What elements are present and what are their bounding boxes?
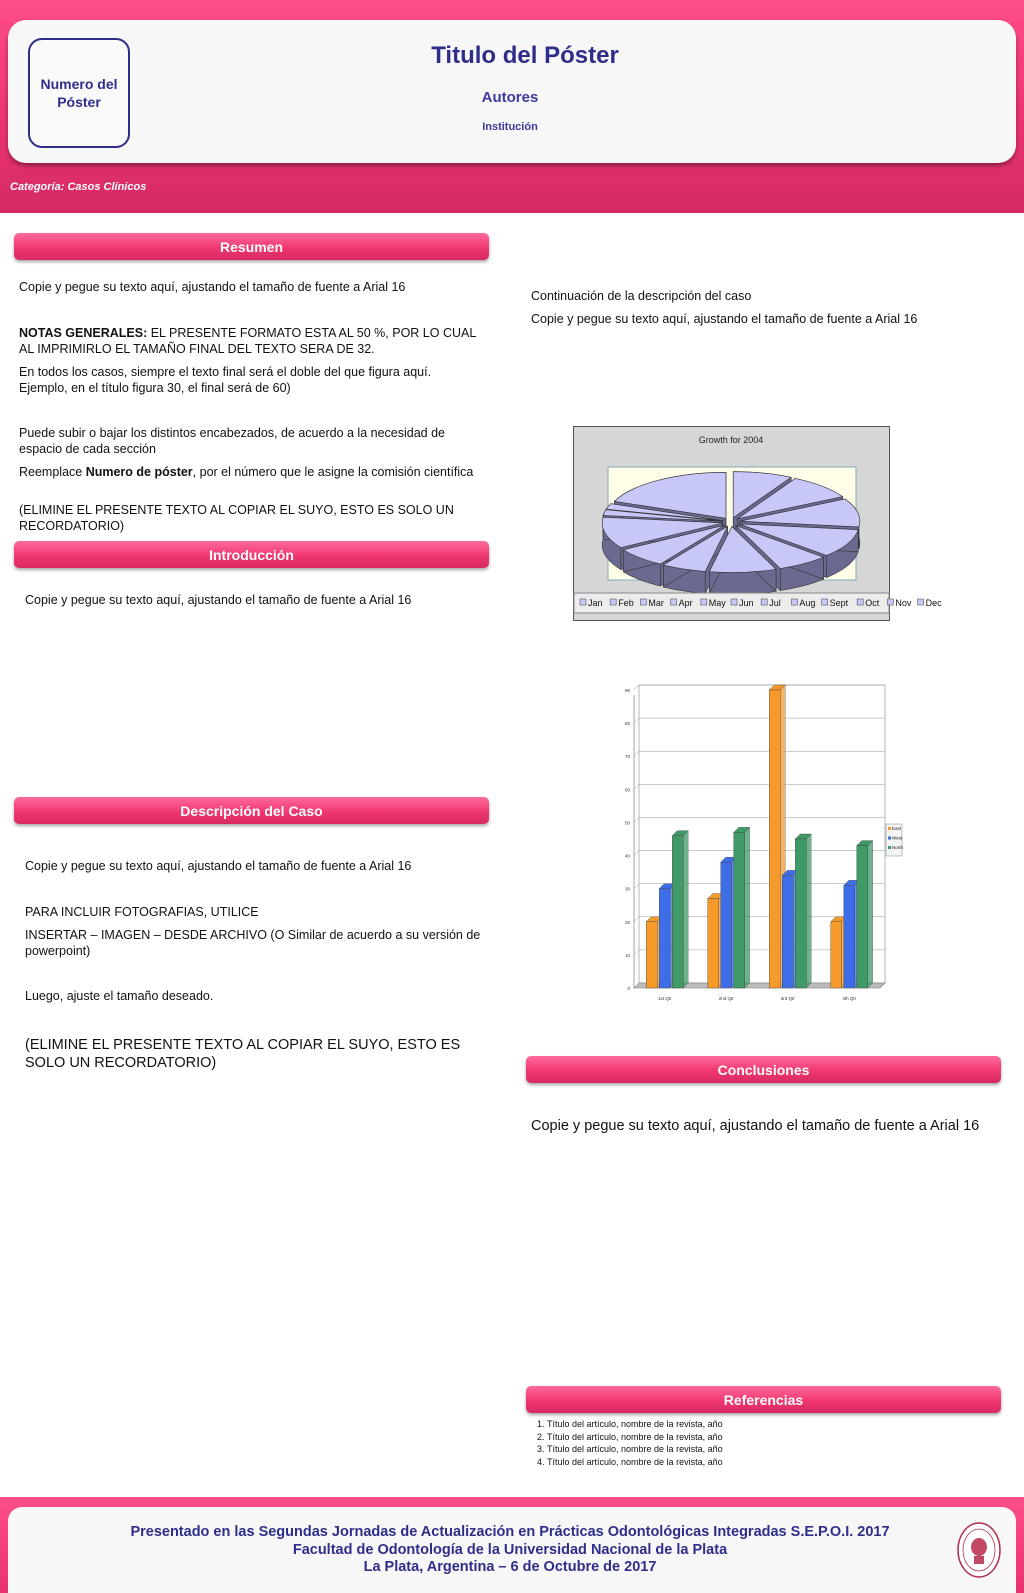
section-heading: Descripción del Caso — [180, 802, 323, 819]
bar-x-tick: 2nd Qtr — [718, 996, 734, 1001]
legend-swatch — [731, 599, 737, 605]
university-seal-icon — [957, 1521, 1001, 1579]
bar-y-tick: 50 — [624, 820, 630, 826]
conclusiones-p1: Copie y pegue su texto aquí, ajustando el tamaño de fuente a Arial 16 — [531, 1118, 980, 1134]
bar-gridline-diag — [634, 917, 639, 922]
section-bar-conclusiones — [526, 1056, 1001, 1083]
legend-label-oct: Oct — [865, 598, 880, 608]
footer-line2: Facultad de Odontología de la Universidad Nacional de la Plata — [292, 1541, 728, 1558]
notes-label: NOTAS GENERALES: — [19, 326, 148, 340]
bar-y-tick: 0 — [627, 986, 630, 991]
bar-gridline-diag — [634, 884, 639, 889]
legend-swatch — [791, 599, 797, 605]
resumen-p3: En todos los casos, siempre el texto final será el doble del que figura aquí. Ejemplo, en el título figura 30, el final será de 60) — [19, 365, 432, 395]
poster-title: Titulo del Póster — [431, 42, 619, 69]
bar-west — [721, 862, 732, 988]
bar-side-north — [745, 827, 750, 988]
bar-north — [795, 839, 806, 988]
bar-x-tick: 4th Qtr — [842, 996, 857, 1001]
legend-swatch — [640, 599, 646, 605]
bar-west — [782, 875, 793, 988]
bar-y-tick: 20 — [624, 919, 630, 925]
bar-side-north — [806, 834, 811, 988]
authors: Autores — [481, 89, 539, 106]
bar-legend-swatch — [888, 827, 891, 830]
footer-text — [60, 1524, 960, 1577]
legend-swatch — [701, 599, 707, 605]
bar-y-tick: 90 — [624, 688, 630, 693]
references-list — [531, 1418, 931, 1468]
institution: Institución — [482, 121, 538, 133]
legend-swatch — [610, 599, 616, 605]
bar-gridline-diag — [634, 685, 639, 690]
bar-east — [646, 922, 657, 988]
legend-label-apr: Apr — [678, 598, 693, 608]
bar-y-tick: 30 — [624, 886, 630, 892]
reference-item: 2. Título del artículo, nombre de la revista, año — [547, 1431, 931, 1444]
bar-y-tick: 80 — [624, 721, 630, 727]
bar-west — [659, 889, 670, 988]
bar-y-tick: 70 — [624, 754, 630, 760]
continuacion-p2: Copie y pegue su texto aquí, ajustando el tamaño de fuente a Arial 16 — [531, 312, 918, 326]
bar-legend-swatch — [888, 846, 891, 849]
bar-legend-swatch — [888, 837, 891, 840]
introduccion-p1: Copie y pegue su texto aquí, ajustando el tamaño de fuente a Arial 16 — [25, 593, 412, 607]
category: Categoría: Casos Clínicos — [10, 181, 147, 193]
bar-gridline-diag — [634, 851, 639, 856]
descripcion-p1: Copie y pegue su texto aquí, ajustando el tamaño de fuente a Arial 16 — [25, 859, 412, 873]
bar-north — [734, 832, 745, 988]
section-bar-introduccion — [14, 541, 489, 568]
bar-x-tick: 1st Qtr — [657, 996, 672, 1001]
descripcion-p2: PARA INCLUIR FOTOGRAFIAS, UTILICE — [25, 905, 259, 919]
bar-x-tick: 3rd Qtr — [780, 996, 795, 1001]
section-bar-descripcion — [14, 797, 489, 824]
bar-legend-west: West — [892, 835, 903, 841]
reference-item: 4. Título del artículo, nombre de la revista, año — [547, 1456, 931, 1469]
section-heading: Conclusiones — [717, 1061, 810, 1078]
legend-swatch — [857, 599, 863, 605]
p5c: , por el número que le asigne la comisión científica — [192, 465, 474, 479]
bar-north — [857, 846, 868, 988]
legend-swatch — [671, 599, 677, 605]
descripcion-p3: INSERTAR – IMAGEN – DESDE ARCHIVO (O Similar de acuerdo a su versión de powerpoint) — [25, 928, 481, 958]
bar-gridline-diag — [634, 950, 639, 955]
p5a: Reemplace — [19, 465, 86, 479]
bar-side-north — [868, 841, 873, 988]
bar-east — [708, 899, 719, 988]
bar-north — [672, 836, 683, 988]
section-heading: Referencias — [723, 1391, 804, 1408]
legend-swatch — [822, 599, 828, 605]
legend-label-sept: Sept — [829, 598, 849, 608]
bar-gridline-diag — [634, 817, 639, 822]
section-heading: Resumen — [219, 238, 284, 255]
descripcion-p5: (ELIMINE EL PRESENTE TEXTO AL COPIAR EL SUYO, ESTO ES SOLO UN RECORDATORIO) — [25, 1037, 461, 1071]
bar-chart-body — [625, 685, 904, 1001]
legend-label-jun: Jun — [739, 598, 754, 608]
legend-label-dec: Dec — [925, 598, 942, 608]
poster-number-box — [28, 38, 130, 148]
bar-gridline-diag — [634, 751, 639, 756]
bar-y-tick: 60 — [624, 787, 630, 793]
reference-item: 3. Título del artículo, nombre de la revista, año — [547, 1443, 931, 1456]
legend-label-jan: Jan — [588, 598, 603, 608]
descripcion-p4: Luego, ajuste el tamaño deseado. — [25, 989, 214, 1003]
footer-line1: Presentado en las Segundas Jornadas de Actualización en Prácticas Odontológicas Integradas S.E.P.O.I. 2017 — [130, 1524, 890, 1540]
resumen-p4: Puede subir o bajar los distintos encabezados, de acuerdo a la necesidad de espacio de cada sección — [19, 426, 445, 456]
resumen-p1: Copie y pegue su texto aquí, ajustando el tamaño de fuente a Arial 16 — [19, 280, 406, 294]
reference-item: 1. Título del artículo, nombre de la revista, año — [547, 1418, 931, 1431]
bar-chart — [620, 688, 920, 1018]
bar-side-north — [683, 831, 688, 988]
bar-gridline-diag — [634, 718, 639, 723]
legend-label-nov: Nov — [895, 598, 912, 608]
legend-label-aug: Aug — [799, 598, 816, 608]
section-bar-resumen — [14, 233, 489, 260]
bar-legend-north: North — [892, 845, 904, 850]
p5b: Numero de póster — [85, 465, 193, 479]
bar-east — [769, 690, 780, 988]
legend-label-mar: Mar — [648, 598, 664, 608]
legend-label-may: May — [708, 598, 726, 608]
legend-swatch — [761, 599, 767, 605]
pie-title: Growth for 2004 — [698, 435, 764, 445]
resumen-p6: (ELIMINE EL PRESENTE TEXTO AL COPIAR EL SUYO, ESTO ES SOLO UN RECORDATORIO) — [19, 503, 454, 533]
bar-y-tick: 10 — [624, 952, 630, 958]
section-bar-referencias — [526, 1386, 1001, 1413]
notes-text: EL PRESENTE FORMATO ESTA AL 50 %, POR LO CUAL AL IMPRIMIRLO EL TAMAÑO FINAL DEL TEXTO SERA DE 32. — [19, 326, 476, 356]
bar-east — [831, 922, 842, 988]
legend-label-jul: Jul — [769, 598, 781, 608]
legend-label-feb: Feb — [618, 598, 634, 608]
resumen-notes — [19, 325, 479, 357]
legend-swatch — [918, 599, 924, 605]
section-heading: Introducción — [209, 546, 294, 563]
legend-swatch — [887, 599, 893, 605]
pie-chart — [573, 426, 942, 621]
bar-west — [844, 885, 855, 988]
legend-swatch — [580, 599, 586, 605]
footer-line3: La Plata, Argentina – 6 de Octubre de 2017 — [363, 1559, 657, 1575]
bar-gridline-diag — [634, 784, 639, 789]
bar-legend-east: East — [892, 826, 902, 831]
poster-number: Numero del Póster — [40, 76, 118, 110]
bar-y-tick: 40 — [624, 853, 630, 859]
resumen-p5 — [19, 464, 479, 480]
continuacion-p1: Continuación de la descripción del caso — [531, 289, 752, 303]
